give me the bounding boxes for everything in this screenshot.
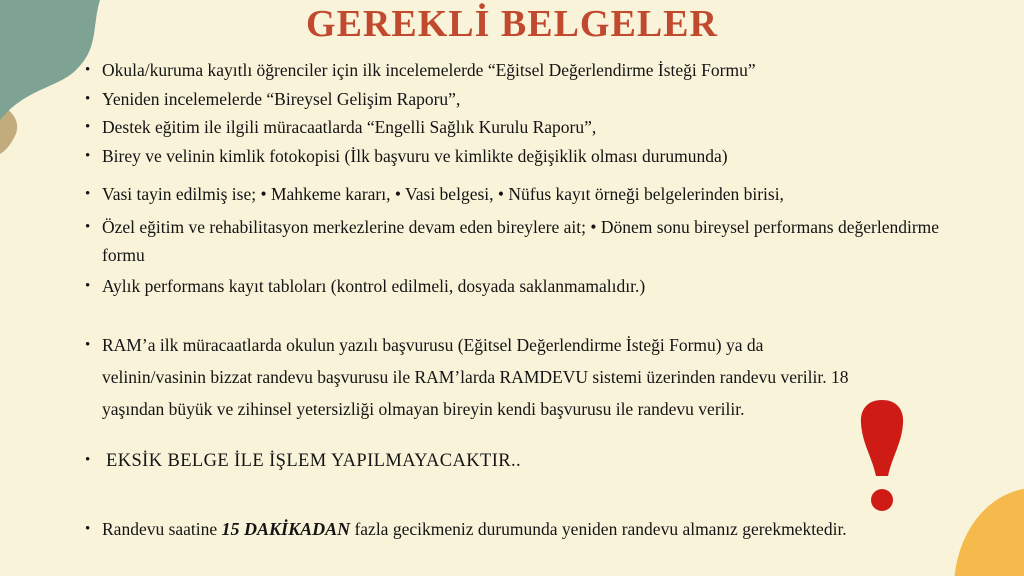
tan-blob-shape (0, 104, 17, 154)
appointment-info-paragraph (85, 329, 955, 425)
late-notice-emphasis: 15 DAKİKADAN (221, 519, 351, 539)
list-item: • Özel eğitim ve rehabilitasyon merkezlerine devam eden bireylere ait; • Dönem sonu bireysel performans değerlendirme formu (85, 213, 969, 270)
paragraph-line: • RAM’a ilk müracaatlarda okulun yazılı başvurusu (Eğitsel Değerlendirme İsteği Formu) ya da (85, 329, 955, 361)
list-item: • Aylık performans kayıt tabloları (kontrol edilmeli, dosyada saklanmamalıdır.) (85, 272, 969, 301)
exclamation-icon (843, 396, 921, 516)
missing-documents-warning: • EKSİK BELGE İLE İŞLEM YAPILMAYACAKTIR.. (85, 451, 521, 472)
late-arrival-notice (85, 516, 1002, 543)
list-item: • Vasi tayin edilmiş ise; • Mahkeme kararı, • Vasi belgesi, • Nüfus kayıt örneği belgelerinden birisi, (85, 180, 969, 209)
list-item: • Yeniden incelemelerde “Bireysel Gelişim Raporu”, (85, 85, 969, 114)
late-notice-prefix: Randevu saatine (102, 519, 222, 539)
paragraph-line: yaşından büyük ve zihinsel yetersizliği olmayan bireyin kendi başvurusu ile randevu verilir. (102, 399, 745, 419)
list-item: • Birey ve velinin kimlik fotokopisi (İlk başvuru ve kimlikte değişiklik olması durumunda) (85, 142, 969, 171)
list-item: • Okula/kuruma kayıtlı öğrenciler için ilk incelemelerde “Eğitsel Değerlendirme İsteği Formu” (85, 56, 969, 85)
paragraph-line: velinin/vasinin bizzat randevu başvurusu ile RAM’larda RAMDEVU sistemi üzerinden randevu verilir. 18 (102, 367, 849, 387)
list-item: • Destek eğitim ile ilgili müracaatlarda “Engelli Sağlık Kurulu Raporu”, (85, 113, 969, 142)
late-notice-suffix: fazla gecikmeniz durumunda yeniden randevu almanız gerekmektedir. (350, 519, 847, 539)
page-title: GEREKLİ BELGELER (306, 3, 718, 45)
required-documents-list (85, 56, 969, 300)
